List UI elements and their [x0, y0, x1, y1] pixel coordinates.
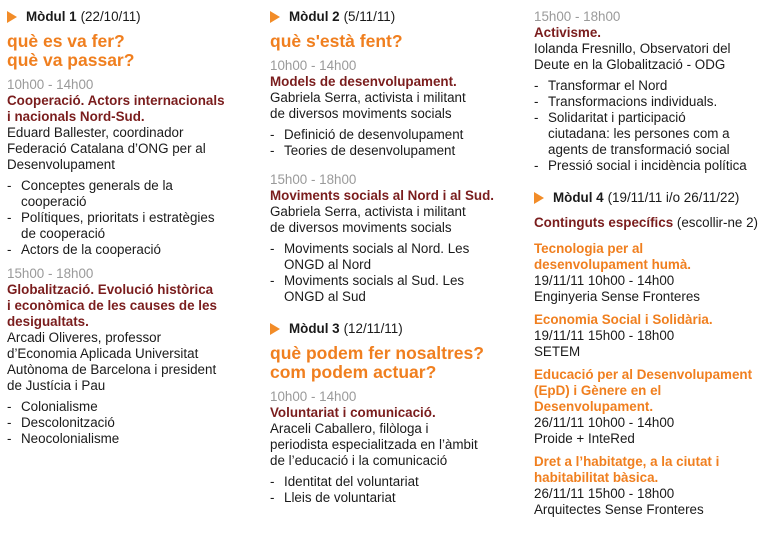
module-2-header — [270, 9, 522, 25]
item-line: - Moviments socials al Nord. Les — [284, 241, 470, 256]
column-module-2-3 — [270, 0, 522, 506]
item-line: - Conceptes generals de la — [21, 178, 173, 193]
item-line: ONGD al Sud — [284, 289, 366, 304]
triangle-bullet-icon — [270, 11, 280, 23]
speaker-line: Gabriela Serra, activista i militant — [270, 90, 466, 105]
list-item — [7, 399, 252, 415]
list-item — [7, 415, 252, 431]
specific-contents-heading — [534, 215, 774, 231]
option-block — [534, 241, 774, 305]
option-who: Proide + InteRed — [534, 431, 635, 446]
option-when: 26/11/11 15h00 - 18h00 — [534, 486, 675, 501]
option-block — [534, 454, 774, 518]
session-title — [270, 405, 522, 421]
speaker-line: Autònoma de Barcelona i president — [7, 362, 217, 377]
question-line: què podem fer nosaltres? — [270, 343, 484, 363]
speaker-line: Federació Catalana d’ONG per al — [7, 141, 206, 156]
session-speaker — [7, 330, 252, 394]
title-line: (EpD) i Gènere en el — [534, 383, 662, 398]
item-line: - Teories de desenvolupament — [284, 143, 456, 158]
item-line: - Polítiques, prioritats i estratègies — [21, 210, 215, 225]
triangle-bullet-icon — [270, 323, 280, 335]
speaker-line: Arcadi Oliveres, professor — [7, 330, 162, 345]
module-4-header — [534, 190, 774, 206]
list-item — [534, 158, 774, 174]
option-title — [534, 367, 774, 415]
module-label: Mòdul 2 — [289, 9, 340, 24]
module-question — [7, 32, 252, 70]
session-time: 10h00 - 14h00 — [270, 389, 357, 404]
session-title — [534, 25, 774, 41]
option-when: 19/11/11 15h00 - 18h00 — [534, 328, 675, 343]
title-line: habitabilitat bàsica. — [534, 470, 659, 485]
list-item — [534, 78, 774, 94]
title-line: Economia Social i Solidària. — [534, 312, 713, 327]
speaker-line: de diversos moviments socials — [270, 220, 452, 235]
item-line: agents de transformació social — [548, 142, 730, 157]
triangle-bullet-icon — [534, 192, 544, 204]
option-when: 19/11/11 10h00 - 14h00 — [534, 273, 675, 288]
session-time: 10h00 - 14h00 — [270, 58, 357, 73]
item-line: - Pressió social i incidència política — [548, 158, 747, 173]
session-title — [270, 74, 522, 90]
item-line: de cooperació — [21, 226, 106, 241]
session-speaker — [270, 204, 522, 236]
list-item — [270, 474, 522, 490]
title-line: Cooperació. Actors internacionals — [7, 93, 225, 108]
contents-note: (escollir-ne 2) — [676, 215, 758, 230]
module-date: (12/11/11) — [343, 321, 403, 336]
speaker-line: de Justícia i Pau — [7, 378, 106, 393]
module-question — [270, 344, 522, 382]
speaker-line: Desenvolupament — [7, 157, 115, 172]
column-module-1 — [7, 0, 252, 447]
item-line: - Transformacions individuals. — [548, 94, 718, 109]
session-title — [7, 282, 252, 330]
module-date: (19/11/11 i/o 26/11/22) — [607, 190, 740, 205]
module-date: (5/11/11) — [343, 9, 396, 24]
list-item — [7, 431, 252, 447]
title-line: Desenvolupament. — [534, 399, 654, 414]
topic-list — [270, 474, 522, 506]
option-block — [534, 367, 774, 447]
title-line: Globalització. Evolució històrica — [7, 282, 214, 297]
question-line: què es va fer? — [7, 31, 125, 51]
item-line: - Actors de la cooperació — [21, 242, 161, 257]
session-speaker — [270, 90, 522, 122]
module-label: Mòdul 3 — [289, 321, 340, 336]
speaker-line: periodista especialitzada en l’àmbit — [270, 437, 478, 452]
option-title — [534, 241, 774, 273]
item-line: - Colonialisme — [21, 399, 98, 414]
session-title — [270, 188, 522, 204]
title-line: desenvolupament humà. — [534, 257, 691, 272]
item-line: - Solidaritat i participació — [548, 110, 686, 125]
item-line: cooperació — [21, 194, 87, 209]
session-title — [7, 93, 252, 125]
module-label: Mòdul 4 — [553, 190, 604, 205]
list-item — [7, 178, 252, 210]
speaker-line: d’Economia Aplicada Universitat — [7, 346, 199, 361]
topic-list — [7, 399, 252, 447]
option-block — [534, 312, 774, 360]
contents-title: Continguts específics — [534, 215, 674, 230]
title-line: desigualtats. — [7, 314, 89, 329]
speaker-line: Araceli Caballero, filòloga i — [270, 421, 429, 436]
item-line: - Definició de desenvolupament — [284, 127, 464, 142]
title-line: Voluntariat i comunicació. — [270, 405, 436, 420]
session-time: 15h00 - 18h00 — [7, 266, 94, 281]
topic-list — [534, 78, 774, 174]
title-line: i econòmica de les causes de les — [7, 298, 217, 313]
question-line: què s'està fent? — [270, 31, 403, 51]
question-line: què va passar? — [7, 50, 135, 70]
item-line: - Moviments socials al Sud. Les — [284, 273, 465, 288]
module-date: (22/10/11) — [80, 9, 141, 24]
speaker-line: de l’educació i la comunicació — [270, 453, 448, 468]
list-item — [270, 490, 522, 506]
list-item — [534, 94, 774, 110]
session-time: 15h00 - 18h00 — [534, 9, 621, 24]
topic-list — [270, 127, 522, 159]
option-who: Enginyeria Sense Fronteres — [534, 289, 700, 304]
title-line: Dret a l’habitatge, a la ciutat i — [534, 454, 720, 469]
session-time: 15h00 - 18h00 — [270, 172, 357, 187]
option-when: 26/11/11 10h00 - 14h00 — [534, 415, 675, 430]
option-title — [534, 312, 774, 328]
item-line: ONGD al Nord — [284, 257, 372, 272]
title-line: Models de desenvolupament. — [270, 74, 457, 89]
title-line: Activisme. — [534, 25, 601, 40]
item-line: - Neocolonialisme — [21, 431, 120, 446]
item-line: ciutadana: les persones com a — [548, 126, 730, 141]
module-3-header — [270, 321, 522, 337]
question-line: com podem actuar? — [270, 362, 437, 382]
list-item — [270, 241, 522, 273]
list-item — [270, 127, 522, 143]
topic-list — [7, 178, 252, 258]
title-line: Educació per al Desenvolupament — [534, 367, 753, 382]
item-line: - Lleis de voluntariat — [284, 490, 396, 505]
list-item — [7, 242, 252, 258]
session-speaker — [270, 421, 522, 469]
session-speaker — [7, 125, 252, 173]
module-label: Mòdul 1 — [26, 9, 77, 24]
topic-list — [270, 241, 522, 305]
speaker-line: Gabriela Serra, activista i militant — [270, 204, 466, 219]
speaker-line: de diversos moviments socials — [270, 106, 452, 121]
title-line: Moviments socials al Nord i al Sud. — [270, 188, 494, 203]
item-line: - Descolonització — [21, 415, 115, 430]
speaker-line: Deute en la Globalització - ODG — [534, 57, 726, 72]
item-line: - Identitat del voluntariat — [284, 474, 419, 489]
session-speaker — [534, 41, 774, 73]
list-item — [270, 143, 522, 159]
session-time: 10h00 - 14h00 — [7, 77, 94, 92]
title-line: i nacionals Nord-Sud. — [7, 109, 145, 124]
option-who: SETEM — [534, 344, 581, 359]
list-item — [7, 210, 252, 242]
triangle-bullet-icon — [7, 11, 17, 23]
module-1-header — [7, 9, 252, 25]
list-item — [534, 110, 774, 158]
speaker-line: Eduard Ballester, coordinador — [7, 125, 184, 140]
module-question — [270, 32, 522, 51]
option-who: Arquitectes Sense Fronteres — [534, 502, 704, 517]
title-line: Tecnologia per al — [534, 241, 644, 256]
list-item — [270, 273, 522, 305]
item-line: - Transformar el Nord — [548, 78, 668, 93]
column-module-4 — [534, 0, 774, 518]
option-title — [534, 454, 774, 486]
speaker-line: Iolanda Fresnillo, Observatori del — [534, 41, 731, 56]
